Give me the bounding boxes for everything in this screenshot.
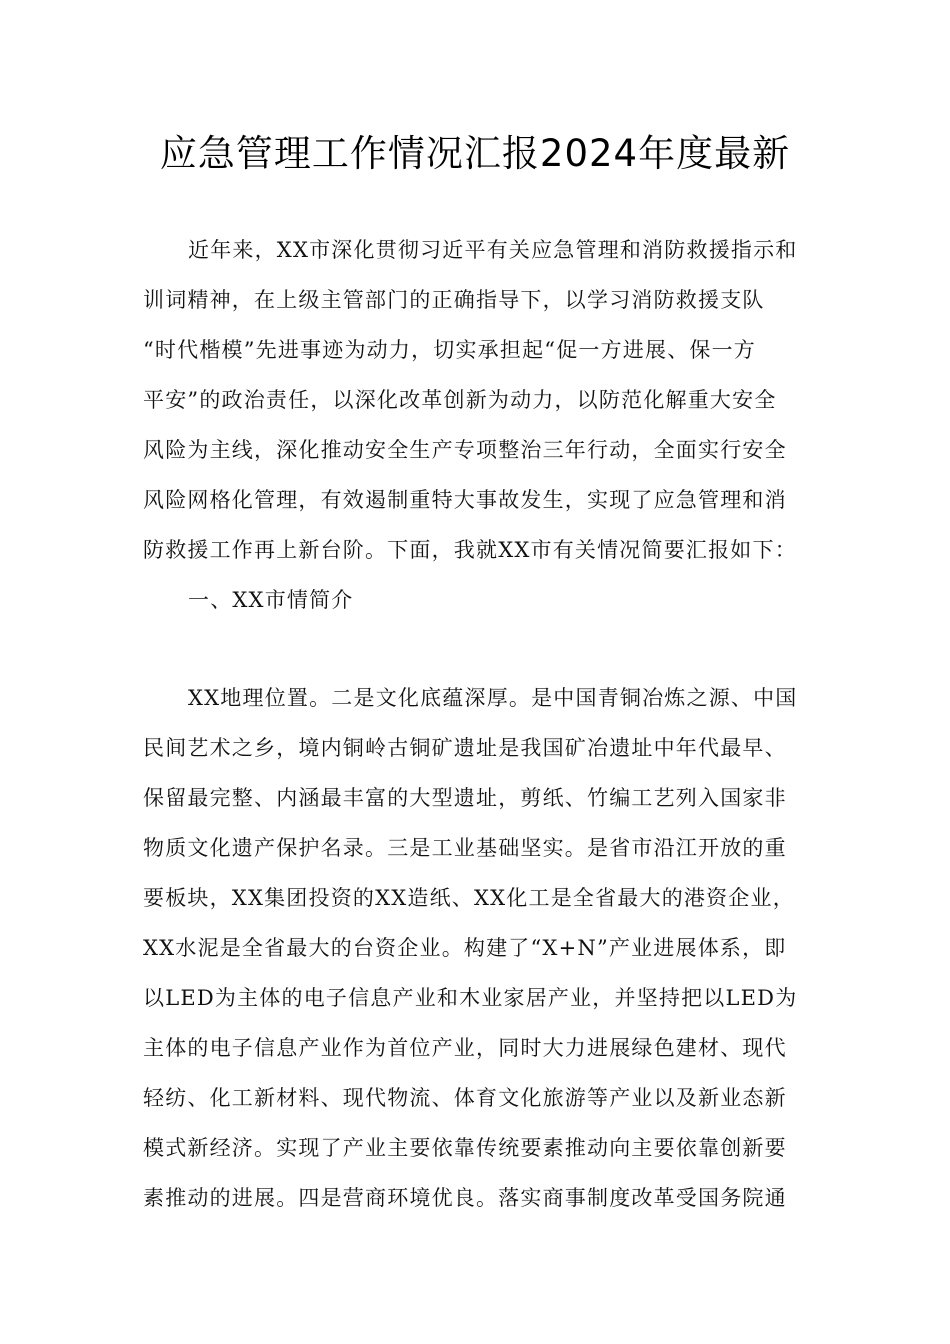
paragraph-line: 训词精神，在上级主管部门的正确指导下，以学习消防救援支队 <box>143 288 765 312</box>
paragraph-line: 风险为主线，深化推动安全生产专项整治三年行动，全面实行安全 <box>143 438 787 462</box>
paragraph-line: 要板块，XX集团投资的XX造纸、XX化工是全省最大的港资企业， <box>143 886 795 910</box>
paragraph-line: 平安”的政治责任，以深化改革创新为动力，以防范化解重大安全 <box>143 388 777 412</box>
paragraph-line: 以LED为主体的电子信息产业和木业家居产业，并坚持把以LED为 <box>143 986 798 1010</box>
document-title: 应急管理工作情况汇报2024年度最新 <box>159 132 791 175</box>
paragraph-line: 素推动的进展。四是营商环境优良。落实商事制度改革受国务院通 <box>143 1186 787 1210</box>
paragraph-line: “时代楷模”先进事迹为动力，切实承担起“促一方进展、保一方 <box>143 338 757 362</box>
paragraph-line: 民间艺术之乡，境内铜岭古铜矿遗址是我国矿冶遗址中年代最早、 <box>143 736 787 760</box>
paragraph-line: 物质文化遗产保护名录。三是工业基础坚实。是省市沿江开放的重 <box>143 836 787 860</box>
paragraph-line: XX水泥是全省最大的台资企业。构建了“X+N”产业进展体系，即 <box>143 936 787 960</box>
paragraph-line: XX地理位置。二是文化底蕴深厚。是中国青铜冶炼之源、中国 <box>188 686 798 710</box>
section-heading: 一、XX市情简介 <box>188 588 354 612</box>
paragraph-line: 防救援工作再上新台阶。下面，我就XX市有关情况简要汇报如下： <box>143 538 797 562</box>
paragraph-line: 主体的电子信息产业作为首位产业，同时大力进展绿色建材、现代 <box>143 1036 787 1060</box>
paragraph-line: 近年来，XX市深化贯彻习近平有关应急管理和消防救援指示和 <box>188 238 798 262</box>
paragraph-line: 风险网格化管理，有效遏制重特大事故发生，实现了应急管理和消 <box>143 488 787 512</box>
paragraph-line: 轻纺、化工新材料、现代物流、体育文化旅游等产业以及新业态新 <box>143 1086 787 1110</box>
paragraph-line: 模式新经济。实现了产业主要依靠传统要素推动向主要依靠创新要 <box>143 1136 787 1160</box>
paragraph-line: 保留最完整、内涵最丰富的大型遗址，剪纸、竹编工艺列入国家非 <box>143 786 787 810</box>
